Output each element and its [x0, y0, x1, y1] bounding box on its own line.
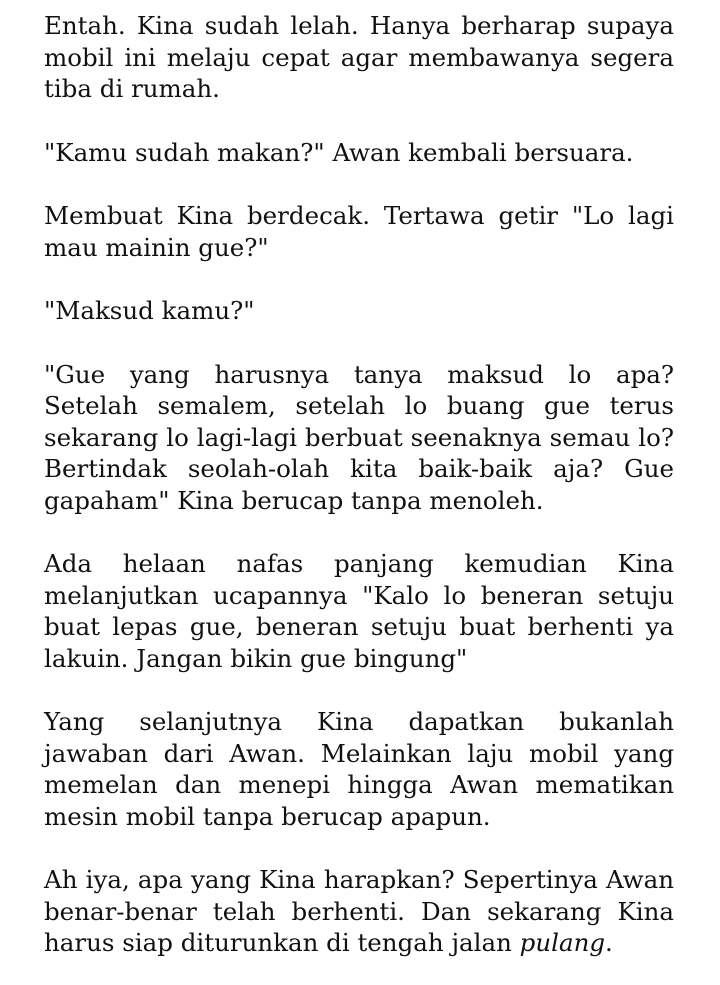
paragraph: Membuat Kina berdecak. Tertawa getir "Lo lagi mau mainin gue?" [44, 201, 674, 262]
paragraph-last [44, 864, 674, 959]
paragraph: "Maksud kamu?" [44, 296, 255, 325]
paragraph: "Kamu sudah makan?" Awan kembali bersuara. [44, 137, 634, 167]
story-text [44, 10, 674, 959]
paragraph: Ada helaan nafas panjang kemudian Kina melanjutkan ucapannya "Kalo lo beneran setuju buat lepas gue, beneran setuju buat berhenti ya lakuin. Jangan bikin gue bingung" [44, 549, 674, 673]
paragraph: "Gue yang harusnya tanya maksud lo apa? Setelah semalem, setelah lo buang gue terus sekarang lo lagi-lagi berbuat seenaknya semau lo? Bertindak seolah-olah kita baik-baik aja? Gue gapaham" Kina berucap tanpa menoleh. [44, 359, 674, 515]
paragraph-text: Ah iya, apa yang Kina harapkan? Sepertinya Awan benar-benar telah berhenti. Dan sekarang Kina harus siap diturunkan di tengah jalan [44, 865, 674, 957]
paragraph: Entah. Kina sudah lelah. Hanya berharap supaya mobil ini melaju cepat agar membawanya segera tiba di rumah. [44, 11, 674, 103]
emphasized-word: pulang [519, 928, 606, 957]
paragraph-end: . [605, 928, 613, 957]
paragraph: Yang selanjutnya Kina dapatkan bukanlah jawaban dari Awan. Melainkan laju mobil yang memelan dan menepi hingga Awan mematikan mesin mobil tanpa berucap apapun. [44, 707, 674, 831]
